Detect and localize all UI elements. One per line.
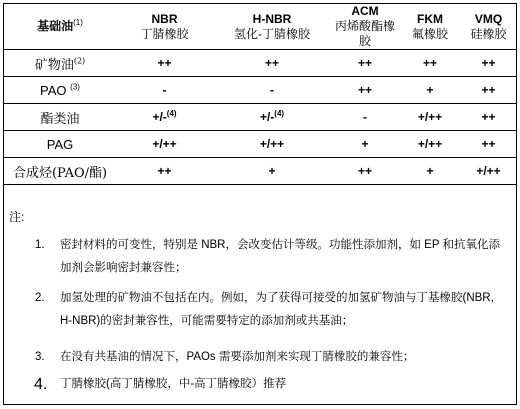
rating-cell: +/++ <box>399 131 461 158</box>
rating-cell: +/++ <box>116 131 213 158</box>
rating-cell: ++ <box>461 77 516 104</box>
base-oil-header: 基础油$^{(1)}$ <box>4 4 116 50</box>
note-number: 1. <box>35 239 45 251</box>
rating-cell: + <box>213 158 331 185</box>
notes-title: 注: <box>9 210 25 224</box>
rating-cell: ++ <box>116 158 213 185</box>
rating-cell: +/++ <box>213 131 331 158</box>
rating-cell: ++ <box>213 50 331 77</box>
rating-cell: +/-$^{(4)}$ <box>213 104 331 131</box>
column-header-hnbr: H-NBR 氢化-丁腈橡胶 <box>213 4 331 50</box>
table-header-row <box>4 4 516 50</box>
note-number: 3. <box>35 351 45 363</box>
rating-cell: ++ <box>331 50 399 77</box>
oil-cell: PAO $^{(3)}$ <box>4 77 116 104</box>
note-text: 加氢处理的矿物油不包括在内。例如，为了获得可接受的加氢矿物油与丁基橡胶(NBR, H-NBR)的密封兼容性，可能需要特定的添加剂或共基油； <box>60 292 494 327</box>
note-number: 4. <box>34 376 48 393</box>
table-row <box>4 104 516 131</box>
compatibility-document <box>3 3 517 405</box>
rating-cell: + <box>399 77 461 104</box>
rating-cell: - <box>116 77 213 104</box>
column-header-fkm: FKM 氟橡胶 <box>399 4 461 50</box>
seal-compatibility-table <box>4 4 516 185</box>
rating-cell: ++ <box>399 50 461 77</box>
column-header-nbr: NBR 丁腈橡胶 <box>116 4 213 50</box>
column-header-vmq: VMQ 硅橡胶 <box>461 4 516 50</box>
rating-cell: ++ <box>116 50 213 77</box>
rating-cell: +/++ <box>399 104 461 131</box>
table-row <box>4 50 516 77</box>
oil-cell: PAG <box>4 131 116 158</box>
note-text: 丁腈橡胶(高丁腈橡胶，中-高丁腈橡胶）推荐 <box>60 378 287 390</box>
rating-cell: ++ <box>461 50 516 77</box>
column-header-acm: ACM 丙烯酸酯橡胶 <box>331 4 399 50</box>
note-text: 在没有共基油的情况下，PAOs 需要添加剂来实现丁腈橡胶的兼容性； <box>60 351 415 363</box>
rating-cell: ++ <box>331 77 399 104</box>
rating-cell: - <box>213 77 331 104</box>
table-row <box>4 131 516 158</box>
rating-cell: +/++ <box>461 158 516 185</box>
rating-cell: +/-$^{(4)}$ <box>116 104 213 131</box>
rating-cell: + <box>399 158 461 185</box>
oil-cell: 合成烃(PAO/酯) <box>4 158 116 185</box>
rating-cell: - <box>331 104 399 131</box>
note-text: 密封材料的可变性，特别是 NBR，会改变估计等级。功能性添加剂，如 EP 和抗氧化添加剂会影响密封兼容性； <box>60 239 500 274</box>
rating-cell: ++ <box>331 158 399 185</box>
rating-cell: ++ <box>461 104 516 131</box>
note-number: 2. <box>35 292 45 304</box>
oil-cell: 矿物油$^{(2)}$ <box>4 50 116 77</box>
rating-cell: + <box>331 131 399 158</box>
oil-cell: 酯类油 <box>4 104 116 131</box>
table-row <box>4 77 516 104</box>
table-row <box>4 158 516 185</box>
rating-cell: ++ <box>461 131 516 158</box>
